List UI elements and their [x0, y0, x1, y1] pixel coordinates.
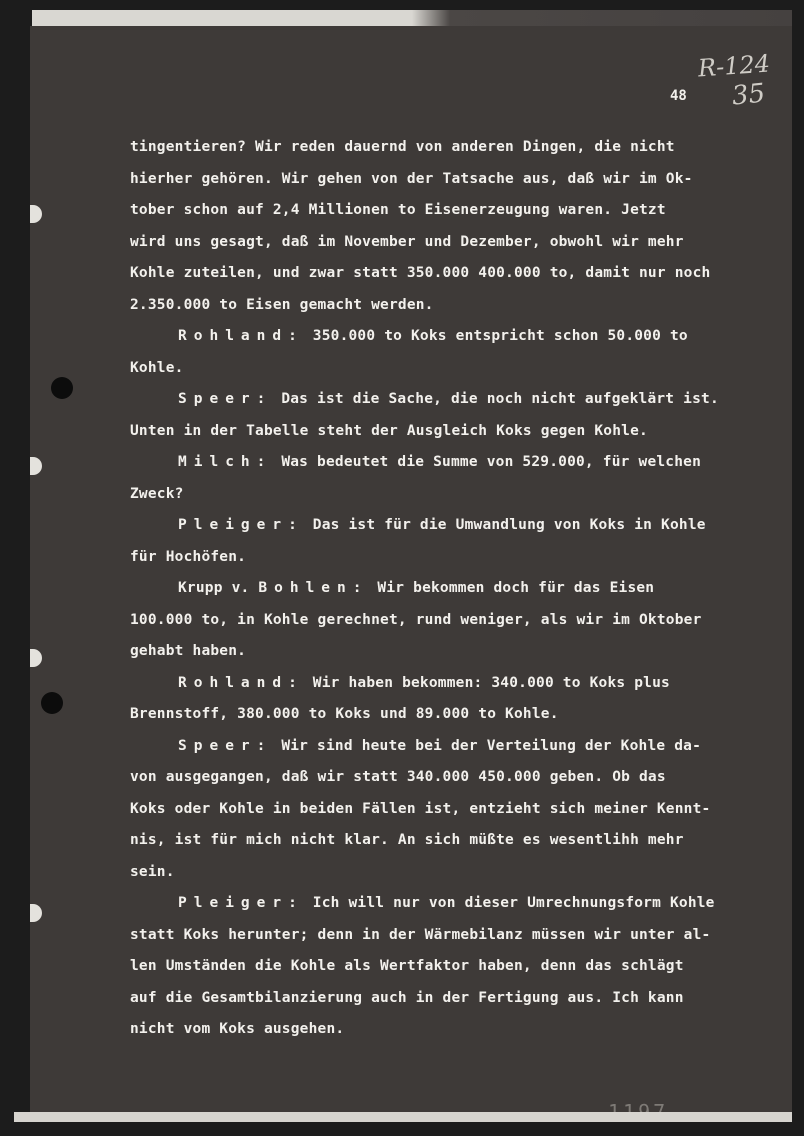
punch-hole: [51, 377, 73, 399]
text-line: nicht vom Koks ausgehen.: [130, 1021, 345, 1037]
text-line: Wir bekommen doch für das Eisen: [368, 580, 655, 596]
text-line: tober schon auf 2,4 Millionen to Eisenerzeugung waren. Jetzt: [130, 202, 666, 218]
text-line: Kohle.: [130, 359, 184, 376]
text-line: Brennstoff, 380.000 to Koks und 89.000 to Kohle.: [130, 706, 559, 722]
text-line: tingentieren? Wir reden dauernd von anderen Dingen, die nicht: [130, 139, 675, 155]
page-number: 48: [670, 88, 687, 104]
text-line: Unten in der Tabelle steht der Ausgleich Koks gegen Kohle.: [130, 422, 648, 439]
text-line: len Umständen die Kohle als Wertfaktor haben, denn das schlägt: [130, 958, 684, 974]
archive-mark-line2: 35: [730, 78, 767, 112]
archive-mark-line1: R-124: [697, 49, 771, 83]
text-line: Ich will nur von dieser Umrechnungsform Kohle: [303, 895, 715, 911]
speaker-paragraph-speer: [130, 384, 750, 447]
text-line: 350.000 to Koks entspricht schon 50.000 to: [303, 328, 688, 344]
speaker-name: Pleiger:: [178, 517, 304, 533]
text-line: 2.350.000 to Eisen gemacht werden.: [130, 296, 434, 313]
speaker-name: Rohland:: [178, 674, 304, 691]
text-line: 100.000 to, in Kohle gerechnet, rund weniger, als wir im Oktober: [130, 611, 702, 628]
speaker-name: Speer:: [178, 737, 273, 754]
sheet-bottom-edge: [14, 1112, 792, 1122]
speaker-paragraph-speer: [130, 731, 750, 889]
archive-handwritten-mark: [697, 49, 788, 132]
text-line: Wir haben bekommen: 340.000 to Koks plus: [303, 674, 670, 691]
transcript-body: [130, 132, 750, 1046]
text-line: nis, ist für mich nicht klar. An sich müßte es wesentlihh mehr: [130, 832, 684, 848]
text-line: hierher gehören. Wir gehen von der Tatsache aus, daß wir im Ok-: [130, 170, 693, 187]
speaker-paragraph-pleiger: [130, 888, 750, 1046]
speaker-name: Bohlen:: [258, 580, 369, 596]
text-line: Zweck?: [130, 485, 184, 502]
speaker-paragraph-milch: [130, 447, 750, 510]
text-line: Kohle zuteilen, und zwar statt 350.000 400.000 to, damit nur noch: [130, 265, 711, 281]
text-line: Wir sind heute bei der Verteilung der Kohle da-: [272, 737, 702, 754]
speaker-paragraph-pleiger: [130, 510, 750, 573]
text-line: Koks oder Kohle in beiden Fällen ist, entzieht sich meiner Kennt-: [130, 800, 711, 817]
speaker-paragraph-krupp: [130, 573, 750, 668]
text-line: Das ist die Sache, die noch nicht aufgeklärt ist.: [272, 391, 719, 407]
speaker-paragraph-rohland: [130, 668, 750, 731]
speaker-name: Speer:: [178, 391, 273, 407]
text-line: für Hochöfen.: [130, 548, 247, 565]
text-line: statt Koks herunter; denn in der Wärmebilanz müssen wir unter al-: [130, 926, 711, 943]
text-line: Was bedeutet die Summe von 529.000, für welchen: [272, 454, 702, 470]
text-line: sein.: [130, 863, 175, 880]
speaker-name: Rohland:: [178, 328, 304, 344]
text-line: gehabt haben.: [130, 643, 247, 659]
document-page: [30, 26, 792, 1116]
speaker-paragraph-rohland: [130, 321, 750, 384]
text-line: auf die Gesamtbilanzierung auch in der Fertigung aus. Ich kann: [130, 989, 684, 1006]
speaker-name: Pleiger:: [178, 895, 304, 911]
speaker-name: Milch:: [178, 454, 273, 470]
text-line: von ausgegangen, daß wir statt 340.000 450.000 geben. Ob das: [130, 769, 666, 785]
punch-hole: [41, 692, 63, 714]
text-line: wird uns gesagt, daß im November und Dezember, obwohl wir mehr: [130, 233, 684, 250]
text-line: Das ist für die Umwandlung von Koks in Kohle: [303, 517, 706, 533]
continuation-paragraph: [130, 132, 750, 321]
speaker-prefix: Krupp v.: [178, 580, 259, 596]
